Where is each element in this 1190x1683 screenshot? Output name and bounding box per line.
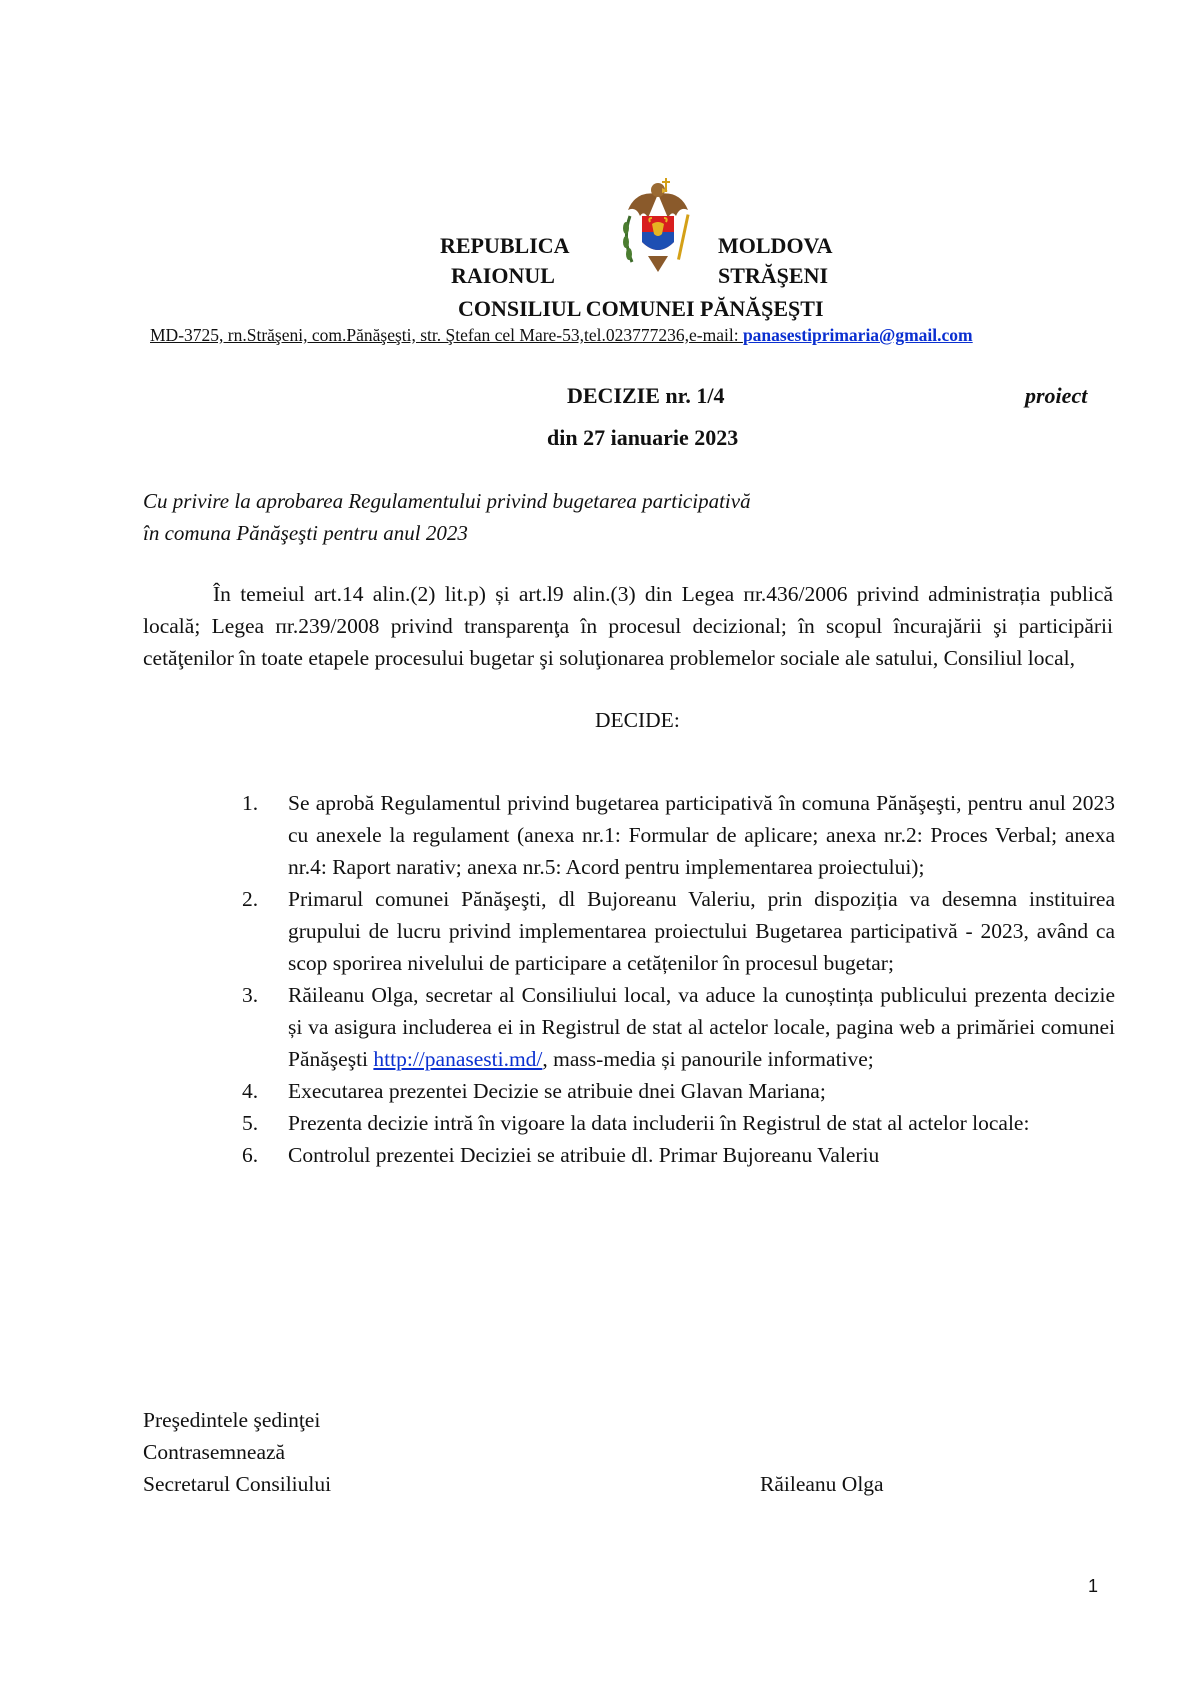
contact-text: MD-3725, rn.Străşeni, com.Pănăşeşti, str. Ştefan cel Mare-53,tel.023777236,e-mail: bbox=[150, 325, 743, 345]
item-number: 4. bbox=[242, 1079, 259, 1103]
header-consiliul: CONSILIUL COMUNEI PĂNĂŞEŞTI bbox=[458, 296, 824, 321]
subject-line-2: în comuna Pănăşeşti pentru anul 2023 bbox=[143, 521, 468, 545]
decide-heading: DECIDE: bbox=[595, 708, 680, 732]
decision-status: proiect bbox=[1025, 383, 1088, 408]
item-number: 2. bbox=[242, 887, 259, 911]
item-number: 5. bbox=[242, 1111, 259, 1135]
website-link[interactable]: http://panasesti.md/ bbox=[373, 1047, 543, 1071]
item-text-after-link: , mass-media și panourile informative; bbox=[542, 1047, 874, 1071]
subject-line-1: Cu privire la aprobarea Regulamentului privind bugetarea participativă bbox=[143, 489, 751, 513]
header-republica: REPUBLICA bbox=[440, 233, 570, 258]
list-item bbox=[230, 1075, 1115, 1107]
signature-secretar-name: Răileanu Olga bbox=[760, 1472, 884, 1496]
list-item bbox=[230, 1107, 1115, 1139]
item-number: 1. bbox=[242, 791, 259, 815]
header-raionul: RAIONUL bbox=[451, 263, 555, 288]
header-straseni: STRĂŞENI bbox=[718, 263, 829, 288]
item-text: Prezenta decizie intră în vigoare la data includerii în Registrul de stat al actelor locale: bbox=[288, 1111, 1030, 1135]
decision-date: din 27 ianuarie 2023 bbox=[547, 425, 739, 450]
decision-title: DECIZIE nr. 1/4 bbox=[567, 383, 725, 408]
item-text-before-link: Răileanu Olga, secretar al Consiliului local, va aduce la cunoștința publicului prezenta decizie și va asigura includerea ei in Registrul de stat al actelor locale, pagina web a primăriei comunei Pănăşeşti bbox=[288, 983, 1115, 1071]
contact-email-link[interactable]: panasestiprimaria@gmail.com bbox=[742, 325, 973, 345]
decision-subject bbox=[143, 485, 963, 549]
contact-line bbox=[150, 324, 1110, 346]
item-number: 6. bbox=[242, 1143, 259, 1167]
signature-contrasemneaza: Contrasemnează bbox=[143, 1440, 286, 1464]
item-text: Controlul prezentei Deciziei se atribuie dl. Primar Bujoreanu Valeriu bbox=[288, 1143, 880, 1167]
header-moldova: MOLDOVA bbox=[718, 233, 833, 258]
list-item bbox=[230, 883, 1115, 979]
decision-items bbox=[230, 787, 1115, 1171]
list-item bbox=[230, 979, 1115, 1075]
item-text: Primarul comunei Pănăşeşti, dl Bujoreanu Valeriu, prin dispoziția va desemna instituirea grupului de lucru privind implementarea proiectului Bugetarea participativă - 2023, având ca scop sporirea nivelului de participare a cetățenilor în procesul bugetar; bbox=[288, 887, 1115, 975]
item-number: 3. bbox=[242, 983, 259, 1007]
page-number: 1 bbox=[1087, 1576, 1098, 1596]
list-item bbox=[230, 1139, 1115, 1171]
list-item bbox=[230, 787, 1115, 883]
moldova-coat-of-arms-icon bbox=[618, 176, 698, 280]
preamble-paragraph: În temeiul art.14 alin.(2) lit.p) și art.l9 alin.(3) din Legea пr.436/2006 privind administrația publică locală; Legea пr.239/2008 privind transparenţa în procesul decizional; în scopul încurajării şi participării cetăţenilor în toate etapele procesului bugetar şi soluţionarea problemelor sociale ale satului, Consiliul local, bbox=[143, 582, 1113, 670]
signature-presedinte: Preşedintele şedinţei bbox=[143, 1408, 321, 1432]
item-text: Se aprobă Regulamentul privind bugetarea participativă în comuna Pănăşeşti, pentru anul 2023 cu anexele la regulament (anexa nr.1: Formular de aplicare; anexa nr.2: Proces Verbal; anexa nr.4: Raport narativ; anexa nr.5: Acord pentru implementarea proiectului); bbox=[288, 791, 1115, 879]
signature-secretar: Secretarul Consiliului bbox=[143, 1472, 332, 1496]
item-text: Executarea prezentei Decizie se atribuie dnei Glavan Mariana; bbox=[288, 1079, 826, 1103]
